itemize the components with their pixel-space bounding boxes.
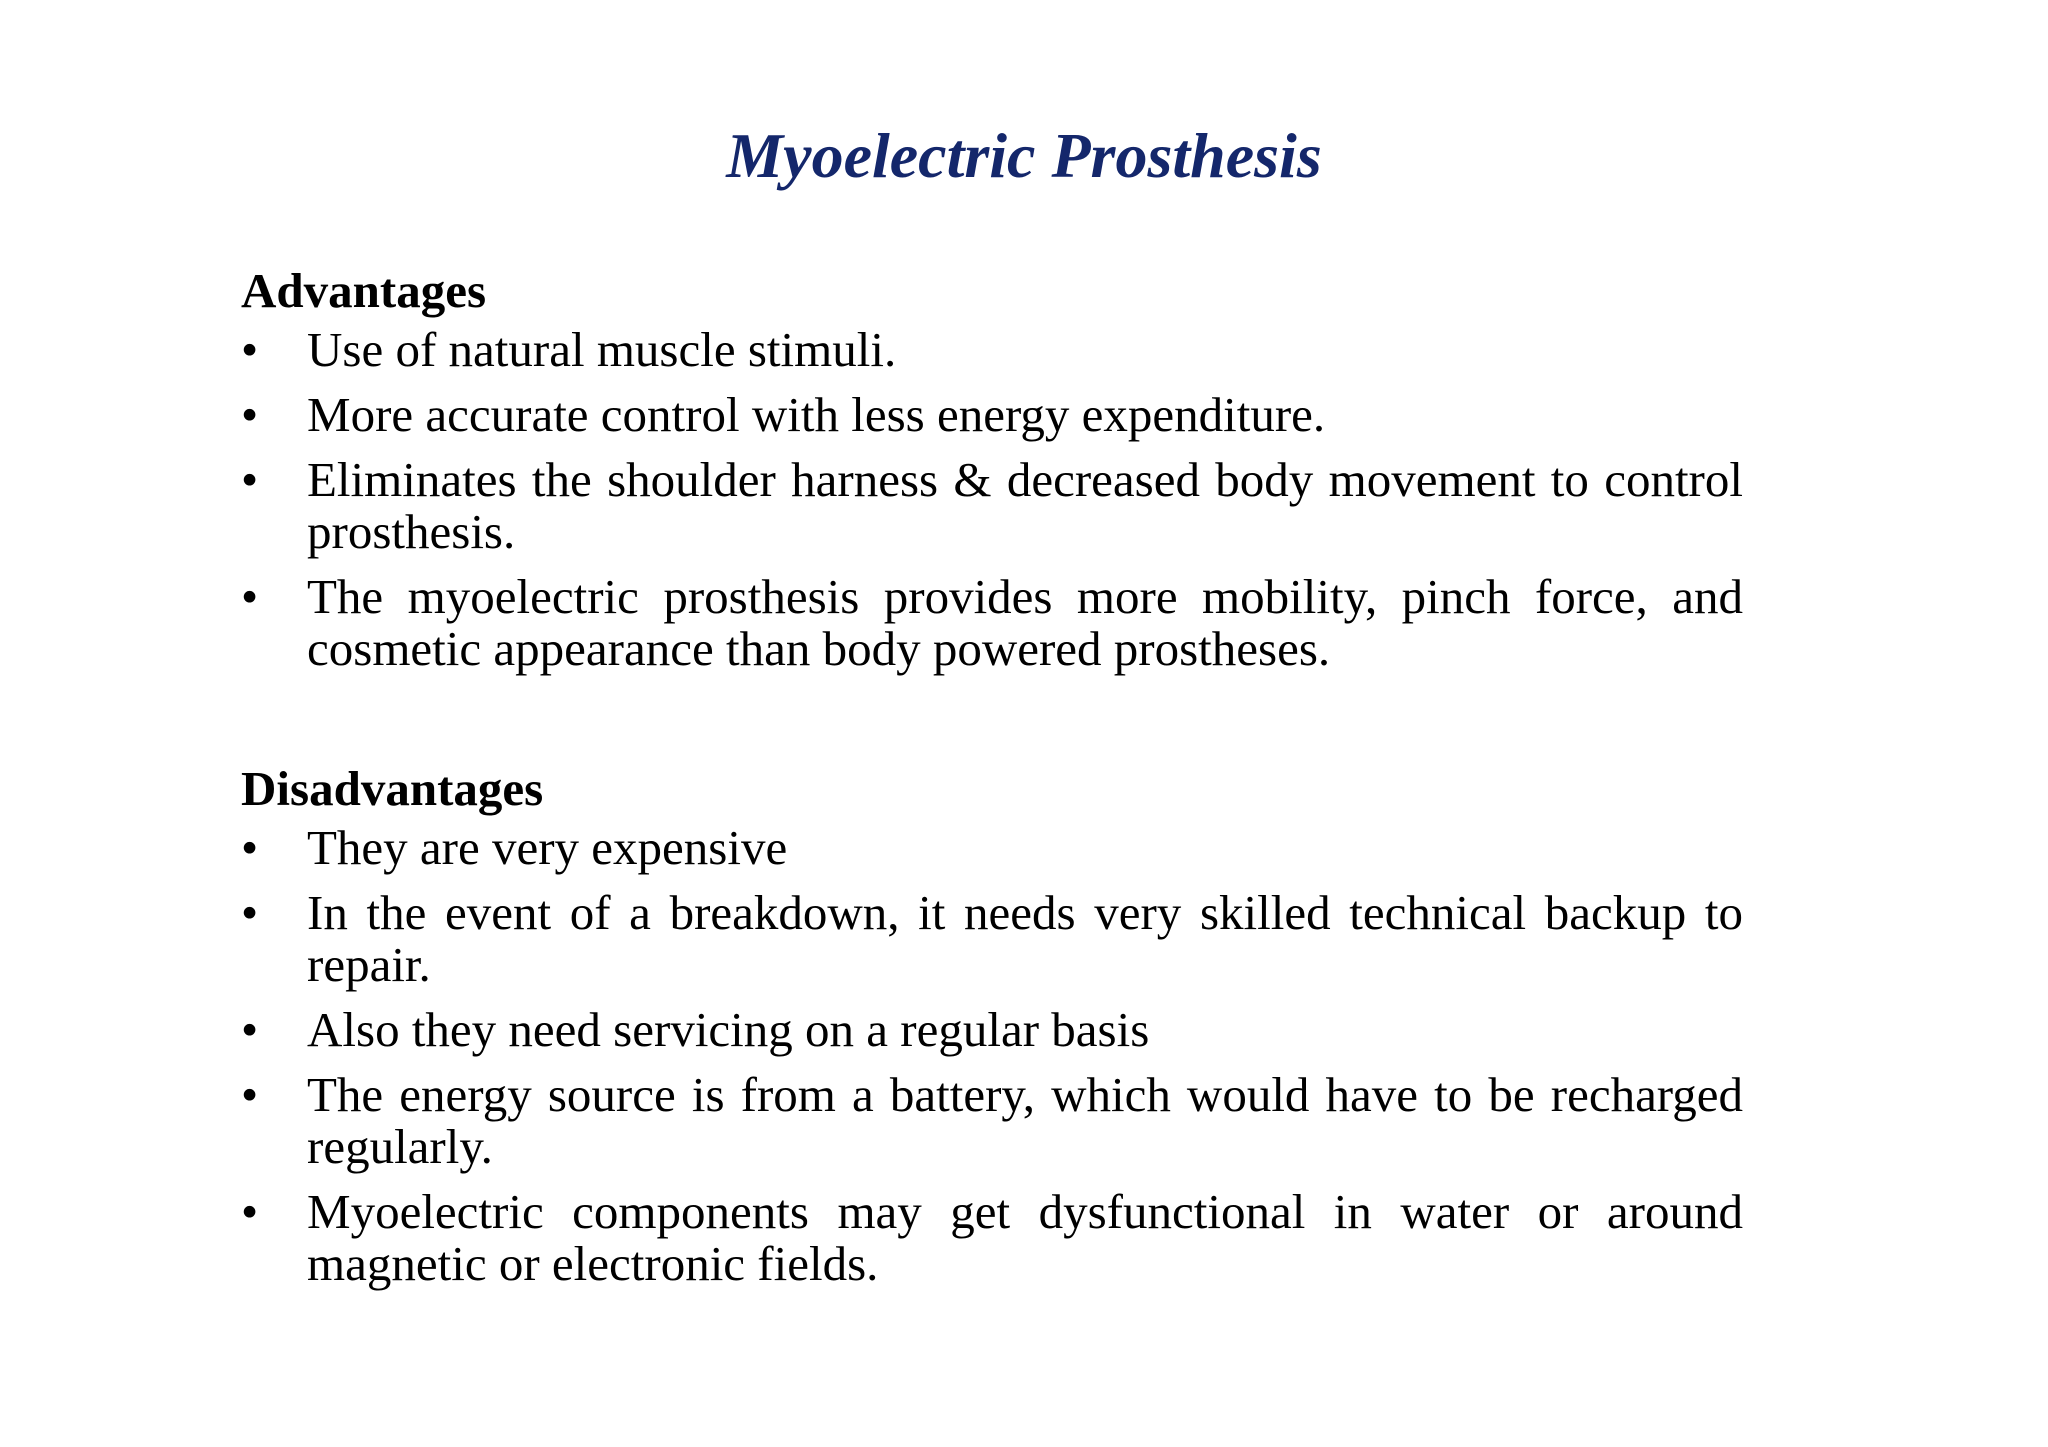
bullet-icon: • xyxy=(241,1067,259,1122)
bullet-icon: • xyxy=(241,1184,259,1239)
list-item-text: Use of natural muscle stimuli. xyxy=(307,322,897,377)
bullet-icon: • xyxy=(241,387,259,442)
list-item-text: Eliminates the shoulder harness & decreased body movement to control prosthesis. xyxy=(307,452,1743,559)
bullet-icon: • xyxy=(241,322,259,377)
bullet-icon: • xyxy=(241,1002,259,1057)
advantages-list xyxy=(241,324,1743,675)
bullet-icon: • xyxy=(241,820,259,875)
slide-content xyxy=(241,258,1743,1303)
list-item xyxy=(241,571,1743,675)
list-item xyxy=(241,822,1743,874)
disadvantages-heading: Disadvantages xyxy=(241,761,544,816)
advantages-section xyxy=(241,258,1743,675)
list-item xyxy=(241,324,1743,376)
list-item-text: The energy source is from a battery, which would have to be recharged regularly. xyxy=(307,1067,1743,1174)
list-item-text: They are very expensive xyxy=(307,820,788,875)
bullet-icon: • xyxy=(241,569,259,624)
list-item-text: Also they need servicing on a regular basis xyxy=(307,1002,1150,1057)
disadvantages-section xyxy=(241,756,1743,1290)
list-item xyxy=(241,1069,1743,1173)
slide-title: Myoelectric Prosthesis xyxy=(726,120,1322,191)
list-item xyxy=(241,887,1743,991)
bullet-icon: • xyxy=(241,452,259,507)
list-item xyxy=(241,389,1743,441)
section-spacer xyxy=(241,688,1743,756)
list-item-text: More accurate control with less energy expenditure. xyxy=(307,387,1326,442)
list-item xyxy=(241,1004,1743,1056)
list-item-text: The myoelectric prosthesis provides more mobility, pinch force, and cosmetic appearance than body powered prostheses. xyxy=(307,569,1743,676)
list-item-text: In the event of a breakdown, it needs very skilled technical backup to repair. xyxy=(307,885,1743,992)
list-item xyxy=(241,1186,1743,1290)
advantages-heading: Advantages xyxy=(241,263,487,318)
bullet-icon: • xyxy=(241,885,259,940)
list-item xyxy=(241,454,1743,558)
list-item-text: Myoelectric components may get dysfunctional in water or around magnetic or electronic fields. xyxy=(307,1184,1743,1291)
disadvantages-list xyxy=(241,822,1743,1290)
